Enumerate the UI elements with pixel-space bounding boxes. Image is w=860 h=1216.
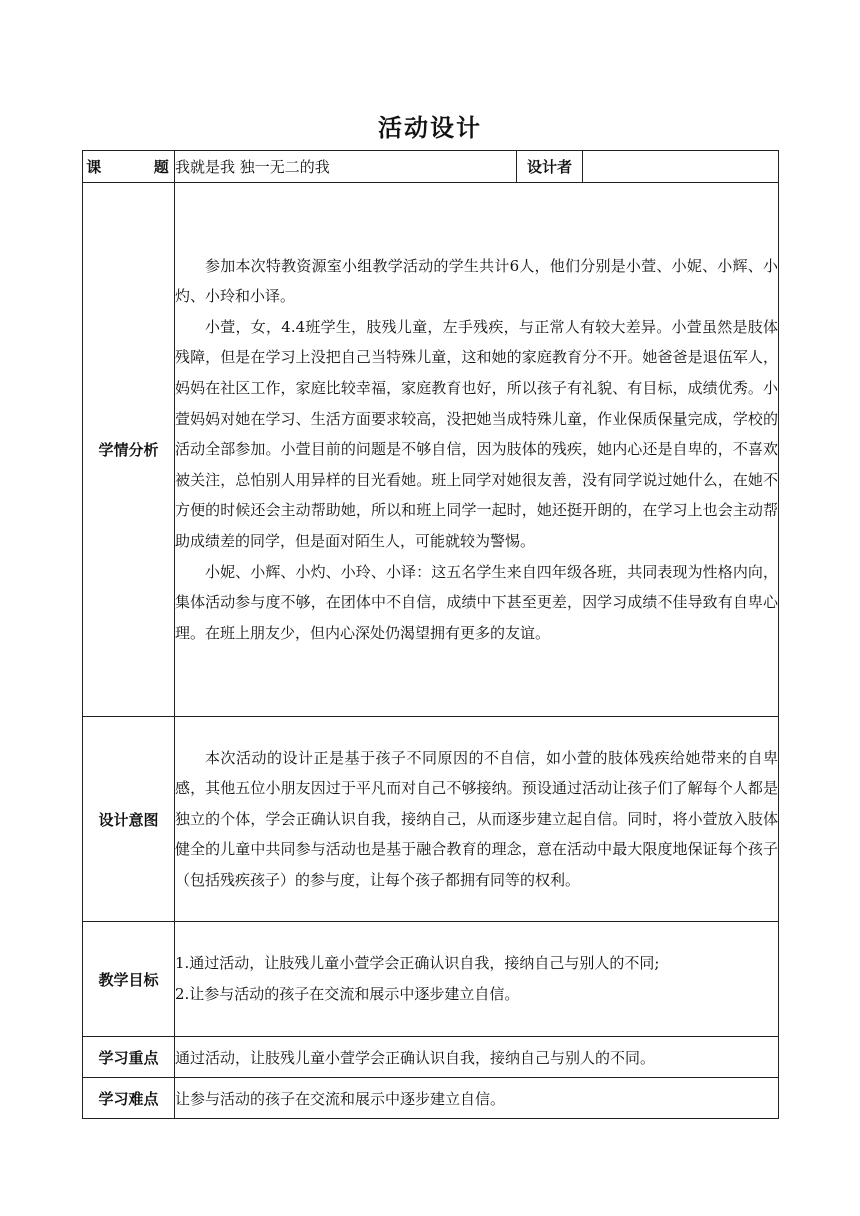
intent-content: [175, 717, 779, 922]
key-point-value: 通过活动，让肢残儿童小萱学会正确认识自我，接纳自己与别人的不同。: [175, 1037, 779, 1078]
difficulty-row: [83, 1078, 779, 1119]
intent-paragraph: 本次活动的设计正是基于孩子不同原因的不自信，如小萱的肢体残疾给她带来的自卑感，其他五位小朋友因过于平凡而对自己不够接纳。预设通过活动让孩子们了解每个人都是独立的个体，学会正确认识自我，接纳自己，从而逐步建立起自信。同时，将小萱放入肢体健全的儿童中共同参与活动也是基于融合教育的理念，意在活动中最大限度地保证每个孩子（包括残疾孩子）的参与度，让每个孩子都拥有同等的权利。: [175, 748, 778, 889]
intent-label: 设计意图: [83, 717, 175, 922]
goals-row: [83, 922, 779, 1037]
analysis-content: [175, 183, 779, 717]
analysis-paragraph: 小萱，女，4.4班学生，肢残儿童，左手残疾，与正常人有较大差异。小萱虽然是肢体残障，但是在学习上没把自己当特殊儿童，这和她的家庭教育分不开。她爸爸是退伍军人，妈妈在社区工作，家庭比较幸福，家庭教育也好，所以孩子有礼貌、有目标，成绩优秀。小萱妈妈对她在学习、生活方面要求较高，没把她当成特殊儿童，作业保质保量完成，学校的活动全部参加。小萱目前的问题是不够自信，因为肢体的残疾，她内心还是自卑的，不喜欢被关注，总怕别人用异样的目光看她。班上同学对她很友善，没有同学说过她什么，在她不方便的时候还会主动帮助她，所以和班上同学一起时，她还挺开朗的，在学习上也会主动帮助成绩差的同学，但是面对陌生人，可能就较为警惕。: [175, 317, 778, 550]
goals-label: 教学目标: [83, 922, 175, 1037]
analysis-paragraph: 参加本次特教资源室小组教学活动的学生共计6人，他们分别是小萱、小妮、小辉、小灼、小玲和小译。: [175, 256, 778, 306]
designer-label: 设计者: [517, 151, 583, 183]
topic-row: [83, 151, 779, 183]
goals-content: [175, 922, 779, 1037]
designer-value: [583, 151, 779, 183]
goal-item: 1.通过活动，让肢残儿童小萱学会正确认识自我，接纳自己与别人的不同;: [175, 954, 660, 972]
analysis-paragraph: 小妮、小辉、小灼、小玲、小译：这五名学生来自四年级各班，共同表现为性格内向，集体活动参与度不够，在团体中不自信，成绩中下甚至更差，因学习成绩不佳导致有自卑心理。在班上朋友少，但内心深处仍渴望拥有更多的友谊。: [175, 562, 778, 642]
goal-item: 2.让参与活动的孩子在交流和展示中逐步建立自信。: [175, 985, 520, 1003]
key-point-row: [83, 1037, 779, 1078]
analysis-row: [83, 183, 779, 717]
intent-row: [83, 717, 779, 922]
page-title: 活动设计: [378, 114, 482, 142]
key-point-label: 学习重点: [83, 1037, 175, 1078]
analysis-label: 学情分析: [83, 183, 175, 717]
difficulty-value: 让参与活动的孩子在交流和展示中逐步建立自信。: [175, 1078, 779, 1119]
activity-design-table: [82, 150, 779, 1119]
topic-value: 我就是我 独一无二的我: [175, 151, 517, 183]
topic-label: 课 题: [83, 151, 175, 183]
difficulty-label: 学习难点: [83, 1078, 175, 1119]
